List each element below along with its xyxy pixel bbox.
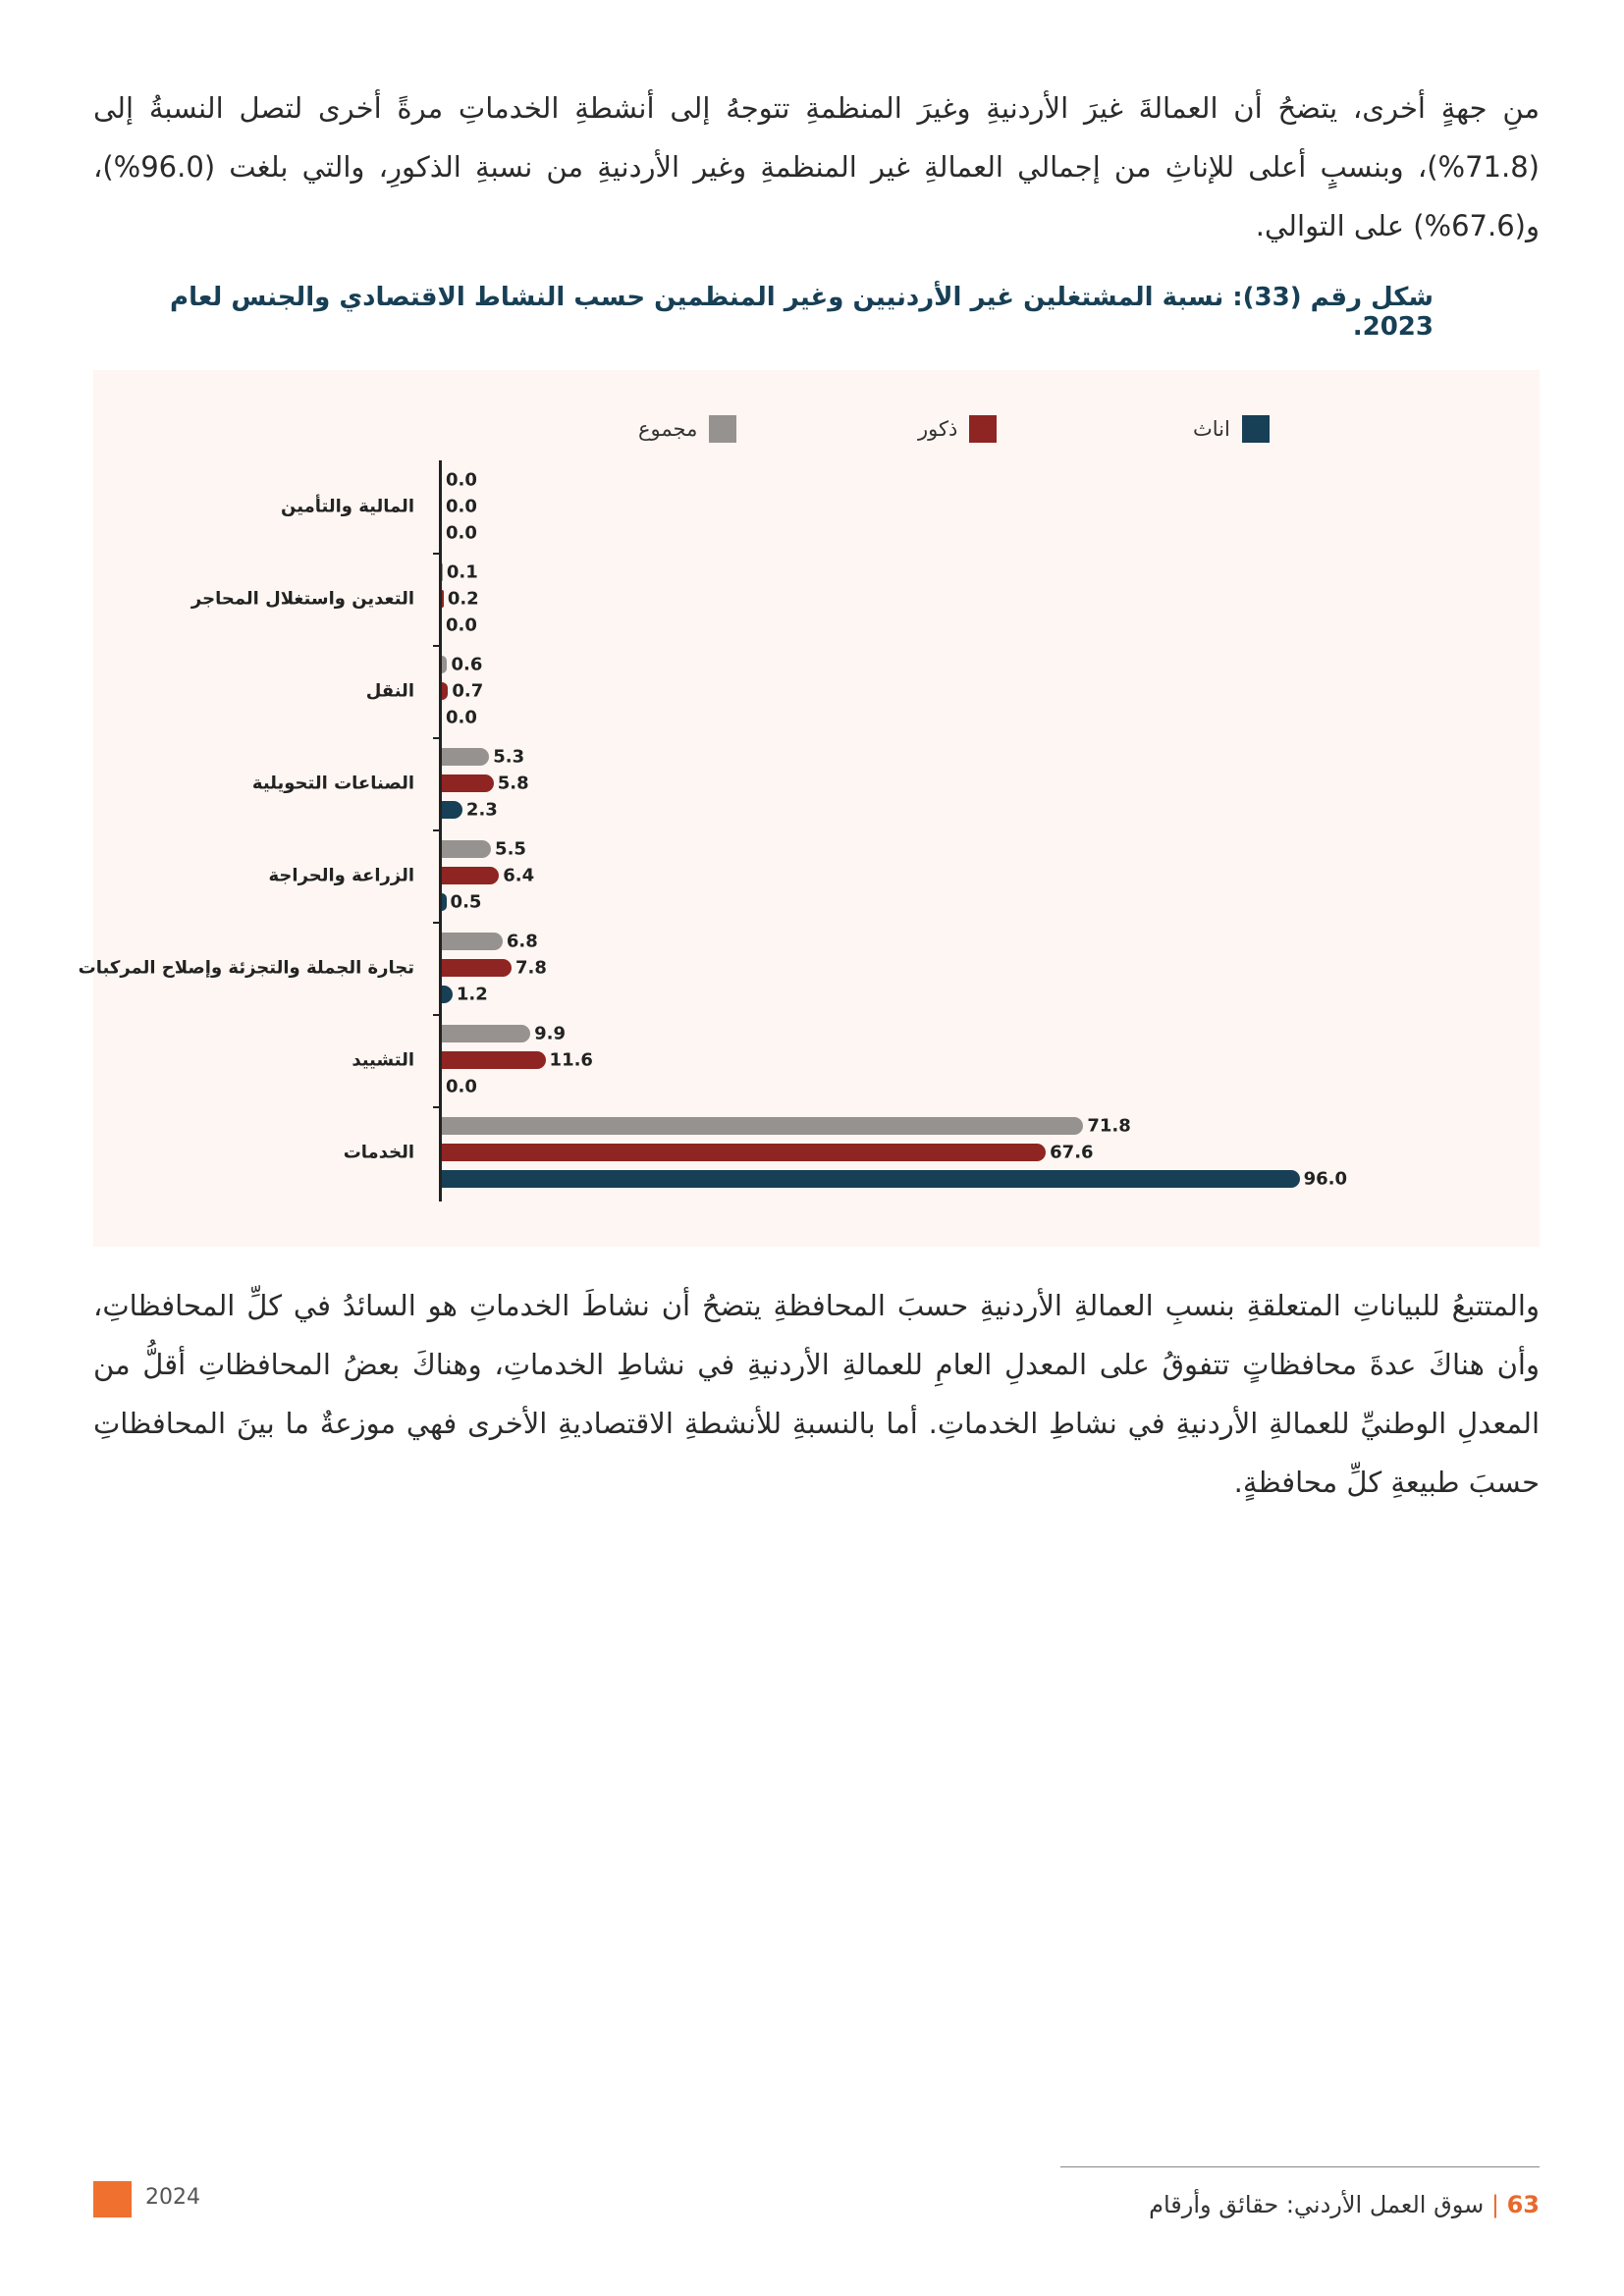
figure-title: شكل رقم (33): نسبة المشتغلين غير الأردنيين وغير المنظمين حسب النشاط الاقتصادي والجنس لعام 2023. (170, 283, 1434, 342)
data-label: 0.0 (446, 469, 477, 491)
legend-swatch-females (1242, 415, 1270, 443)
data-label: 96.0 (1303, 1168, 1348, 1190)
bar-total (442, 748, 489, 766)
legend-label-females: اناث (1193, 417, 1230, 441)
bar-females (442, 801, 462, 819)
data-label: 5.5 (495, 838, 526, 860)
category-label: النقل (365, 680, 414, 702)
footer-year: 2024 (145, 2185, 200, 2210)
legend-swatch-total (709, 415, 736, 443)
data-label: 0.0 (446, 614, 477, 636)
axis-tick (433, 1106, 441, 1108)
data-label: 0.1 (446, 561, 478, 583)
category-label: التشييد (352, 1049, 414, 1071)
bar-total (442, 1025, 530, 1042)
bar-total (442, 656, 447, 673)
axis-tick (433, 1014, 441, 1016)
data-label: 6.8 (506, 931, 538, 952)
legend-item-males (918, 415, 997, 443)
followup-paragraph: والمتتبعُ للبياناتِ المتعلقةِ بنسبِ العمالةِ الأردنيةِ حسبَ المحافظةِ يتضحُ أن نشاطَ الخدماتِ هو السائدُ في كلِّ المحافظاتِ، وأن هناكَ عدةَ محافظاتٍ تتفوقُ على المعدلِ العامِ للعمالةِ الأردنيةِ في نشاطِ الخدماتِ، وهناكَ بعضُ المحافظاتِ أقلُّ من المعدلِ الوطنيِّ للعمالةِ الأردنيةِ في نشاطِ الخدماتِ. أما بالنسبةِ للأنشطةِ الاقتصاديةِ الأخرى فهي موزعةٌ ما بينَ المحافظاتِ حسبَ طبيعةِ كلِّ محافظةٍ. (93, 1289, 1540, 1499)
bar-males (442, 959, 512, 977)
legend-item-total (638, 415, 736, 443)
axis-tick (433, 553, 441, 555)
bar-total (442, 840, 491, 858)
bar-total (442, 563, 443, 581)
bar-females (442, 893, 447, 911)
category-label: التعدين واستغلال المحاجر (190, 588, 414, 610)
axis-tick (433, 922, 441, 924)
footer-divider (1060, 2166, 1540, 2167)
axis-tick (433, 829, 441, 831)
data-label: 11.6 (549, 1049, 593, 1071)
intro-paragraph: منِ جهةٍ أخرى، يتضحُ أن العمالةَ غيرَ الأردنيةِ وغيرَ المنظمةِ تتوجهُ إلى أنشطةِ الخدماتِ مرةً أخرى لتصل النسبةُ إلى (71.8%)، وبنسبٍ أعلى للإناثِ من إجمالي العمالةِ غير المنظمةِ وغير الأردنيةِ من نسبةِ الذكورِ، والتي بلغت (96.0%)، و(67.6%) على التوالي. (93, 91, 1540, 242)
bar-females (442, 1170, 1300, 1188)
bar-females (442, 986, 453, 1003)
bar-males (442, 590, 444, 608)
data-label: 7.8 (514, 957, 547, 979)
data-label: 1.2 (456, 984, 488, 1005)
legend-item-females (1193, 415, 1270, 443)
legend-swatch-males (969, 415, 997, 443)
bar-males (442, 682, 448, 700)
category-label: الخدمات (343, 1142, 414, 1163)
data-label: 5.8 (497, 773, 529, 794)
data-label: 6.4 (503, 865, 535, 886)
data-label: 71.8 (1087, 1115, 1131, 1137)
axis-tick (433, 645, 441, 647)
data-label: 2.3 (465, 799, 498, 821)
footer-running-title (1149, 2191, 1540, 2218)
data-label: 0.0 (446, 1076, 477, 1097)
category-label: الصناعات التحويلية (251, 773, 414, 794)
data-label: 0.0 (446, 496, 477, 517)
bar-total (442, 1117, 1083, 1135)
bar-males (442, 774, 494, 792)
data-label: 0.0 (446, 707, 477, 728)
bar-males (442, 1144, 1046, 1161)
legend-label-males: ذكور (918, 417, 958, 441)
data-label: 0.7 (452, 680, 484, 702)
data-label: 0.0 (446, 522, 477, 544)
page-number: 63 (1506, 2191, 1540, 2218)
footer-separator: | (1490, 2191, 1499, 2218)
data-label: 9.9 (534, 1023, 566, 1044)
category-label: المالية والتأمين (281, 496, 414, 517)
bar-chart (78, 370, 1540, 1247)
data-label: 67.6 (1050, 1142, 1094, 1163)
bar-males (442, 867, 499, 884)
data-label: 0.5 (450, 891, 482, 913)
bar-total (442, 933, 503, 950)
legend-label-total: مجموع (638, 417, 698, 441)
footer-accent-square (93, 2181, 132, 2217)
data-label: 0.2 (447, 588, 479, 610)
axis-tick (433, 737, 441, 739)
category-label: الزراعة والحراجة (268, 865, 414, 886)
data-label: 5.3 (493, 746, 525, 768)
data-label: 0.6 (451, 654, 483, 675)
category-label: تجارة الجملة والتجزئة وإصلاح المركبات (78, 957, 414, 979)
publication-title: سوق العمل الأردني: حقائق وأرقام (1149, 2191, 1485, 2218)
bar-males (442, 1051, 546, 1069)
